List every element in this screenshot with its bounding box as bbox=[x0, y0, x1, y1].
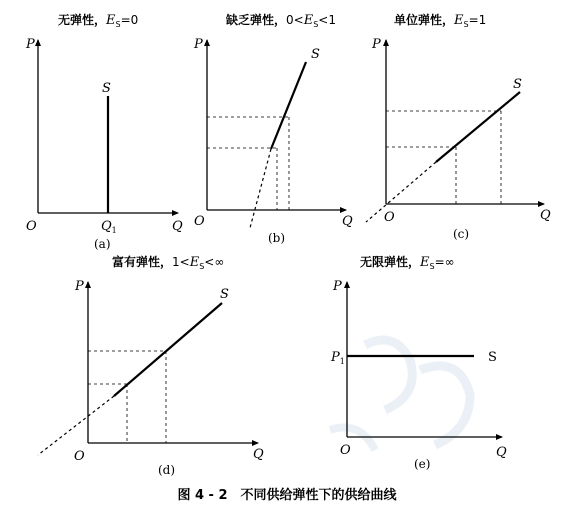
panel-c-origin: O bbox=[384, 210, 395, 225]
panel-e-x-label: Q bbox=[496, 445, 507, 460]
panel-c-supply-curve bbox=[436, 92, 520, 162]
figure-caption: 图 4 - 2 不同供给弹性下的供给曲线 bbox=[177, 488, 397, 503]
panel-b-supply-curve bbox=[271, 62, 306, 149]
panel-b-y-label: P bbox=[194, 37, 203, 52]
panel-e-title: 无限弹性，$E_S=\infty$ bbox=[360, 255, 455, 271]
panel-e-y-label: P bbox=[333, 279, 342, 294]
panel-c bbox=[366, 12, 551, 241]
panel-a-x-label: Q bbox=[172, 219, 183, 234]
panel-d-y-label: P bbox=[75, 279, 84, 294]
panel-a-y-label: P bbox=[26, 37, 35, 52]
panel-d-tag: (d) bbox=[158, 463, 176, 477]
panel-e-tag: (e) bbox=[414, 457, 431, 471]
panel-a-q1-label: $Q_1$ bbox=[101, 219, 117, 235]
panel-c-x-label: Q bbox=[540, 208, 551, 223]
panel-e-curve-label: S bbox=[488, 350, 497, 365]
panel-b-title: 缺乏弹性，$0<E_S<1$ bbox=[226, 13, 336, 29]
panel-d-origin: O bbox=[74, 449, 85, 464]
panel-a-curve-label: S bbox=[102, 81, 111, 96]
panel-b bbox=[193, 12, 353, 245]
panel-e-origin: O bbox=[340, 443, 351, 458]
panel-e-p1-label: $P_1$ bbox=[331, 350, 345, 366]
panel-c-title: 单位弹性，$E_S=1$ bbox=[394, 13, 487, 29]
panel-b-x-label: Q bbox=[342, 214, 353, 229]
panel-c-tag: (c) bbox=[453, 227, 470, 241]
panel-b-origin: O bbox=[194, 214, 205, 229]
panel-b-tag: (b) bbox=[268, 231, 286, 245]
panel-d-curve-extension bbox=[38, 396, 114, 455]
panel-c-curve-extension bbox=[366, 162, 436, 222]
panel-e bbox=[330, 254, 507, 471]
panel-d-supply-curve bbox=[114, 303, 222, 396]
panel-d-title: 富有弹性，$1<E_S<\infty$ bbox=[112, 255, 225, 271]
panel-d-curve-label: S bbox=[220, 287, 229, 302]
panel-c-y-label: P bbox=[372, 37, 381, 52]
panel-b-curve-label: S bbox=[311, 47, 320, 62]
panel-d-x-label: Q bbox=[253, 447, 264, 462]
panel-b-curve-extension bbox=[250, 149, 271, 228]
panel-a-title: 无弹性，$E_S=0$ bbox=[58, 13, 139, 29]
panel-a-tag: (a) bbox=[94, 237, 111, 251]
panel-a-origin: O bbox=[26, 219, 37, 234]
panel-c-curve-label: S bbox=[513, 77, 522, 92]
panel-d bbox=[38, 254, 264, 477]
panel-a bbox=[25, 12, 183, 251]
